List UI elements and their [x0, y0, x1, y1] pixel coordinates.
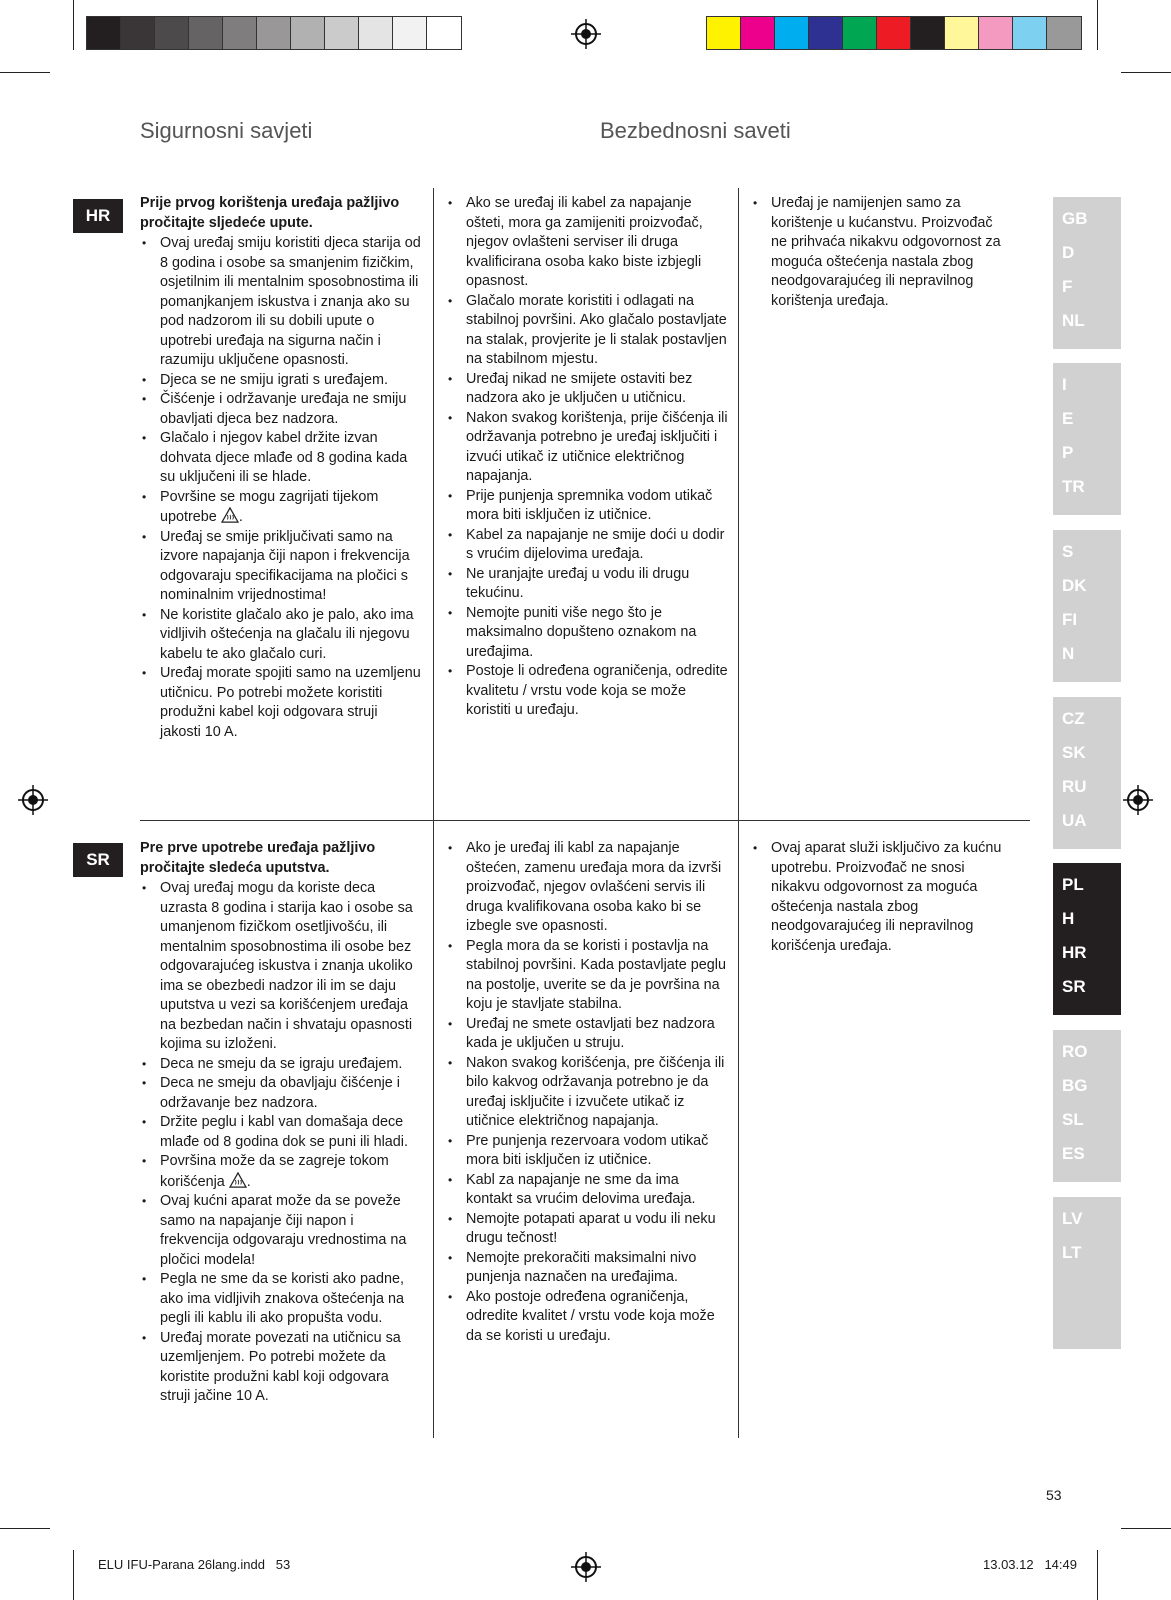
language-tab-fi[interactable]: FI — [1062, 610, 1078, 629]
list-item: • Uređaj ne smete ostavljati bez nadzora kada je uključen u struju. — [446, 1015, 728, 1054]
language-tab-group — [1053, 1197, 1121, 1349]
crop-mark — [1121, 1528, 1171, 1529]
gray-swatch — [257, 17, 291, 49]
hr-column-3 — [751, 194, 1011, 311]
language-tag-hr: HR — [73, 199, 123, 233]
list-item: • Pre punjenja rezervoara vodom utikač mora biti isključen iz utičnice. — [446, 1132, 728, 1171]
gray-swatch — [359, 17, 393, 49]
process-color-swatch — [911, 17, 945, 49]
list-item: • Ovaj uređaj mogu da koriste deca uzrasta 8 godina i starija kao i osobe sa umanjenom fizičkom osetljivošću, ili mentalnim sposobnostima ili osobe bez odgovarajućeg iskustva i znanja ukoliko ima se obezbedi nadzor ili im se daju uputstva u vezi sa korišćenjem uređaja na bezbedan način i shvataju opasnosti kojima su izloženi. — [140, 879, 422, 1055]
list-item: • Površine se mogu zagrijati tijekom upotrebe . — [140, 488, 422, 528]
sr-col1-list — [140, 879, 422, 1407]
list-item: • Ne koristite glačalo ako je palo, ako ima vidljivih oštećenja na glačalu ili njegovu kabelu te ako glačalo curi. — [140, 606, 422, 665]
hot-surface-warning-icon — [229, 1172, 247, 1188]
list-item: • Deca ne smeju da se igraju uređajem. — [140, 1055, 422, 1075]
crop-mark — [73, 1550, 74, 1600]
language-tab-n[interactable]: N — [1062, 644, 1075, 663]
column-divider — [433, 188, 434, 820]
process-color-swatch — [707, 17, 741, 49]
list-item: • Nakon svakog korišćenja, pre čišćenja ili bilo kakvog održavanja potrebno je da uređaj isključite i izvučete utikač iz utičnice električnog napajanja. — [446, 1054, 728, 1132]
list-item: • Pegla ne sme da se koristi ako padne, ako ima vidljivih znakova oštećenja na pegli ili kablu ili ako propušta vodu. — [140, 1270, 422, 1329]
language-tab-tr[interactable]: TR — [1062, 477, 1085, 496]
list-item: • Prije punjenja spremnika vodom utikač mora biti isključen iz utičnice. — [446, 487, 728, 526]
list-item: • Nakon svakog korištenja, prije čišćenja ili održavanja potrebno je uređaj isključiti i izvući utikač iz utičnice električnog napajanja. — [446, 409, 728, 487]
gray-swatch — [189, 17, 223, 49]
process-color-swatch — [809, 17, 843, 49]
process-color-swatch — [979, 17, 1013, 49]
language-tab-group — [1053, 197, 1121, 349]
list-item: • Pegla mora da se koristi i postavlja na stabilnoj površini. Kada postavljate peglu na postolje, uverite se da je površina na koju je stavljate stabilna. — [446, 937, 728, 1015]
process-color-swatch — [741, 17, 775, 49]
language-tab-d[interactable]: D — [1062, 243, 1075, 262]
process-color-swatch — [843, 17, 877, 49]
hr-col3-list — [751, 194, 1011, 311]
hot-surface-warning-icon — [221, 507, 239, 523]
gray-swatch — [223, 17, 257, 49]
crop-mark — [1097, 1550, 1098, 1600]
language-tab-sl[interactable]: SL — [1062, 1110, 1084, 1129]
sr-column-2 — [446, 839, 728, 1346]
language-tab-p[interactable]: P — [1062, 443, 1074, 462]
page-number: 53 — [1046, 1487, 1062, 1503]
list-item: • Kabel za napajanje ne smije doći u dodir s vrućim dijelovima uređaja. — [446, 526, 728, 565]
language-tab-i[interactable]: I — [1062, 375, 1067, 394]
crop-mark — [0, 72, 50, 73]
gray-swatch — [155, 17, 189, 49]
language-tab-group — [1053, 530, 1121, 682]
hr-col1-list — [140, 234, 422, 742]
process-color-bar — [706, 16, 1082, 50]
section-divider — [140, 820, 1030, 821]
hr-col2-list — [446, 194, 728, 721]
list-item: • Uređaj je namijenjen samo za korištenje u kućanstvu. Proizvođač ne prihvaća nikakvu odgovornost za moguća oštećenja nastala zbog neodgovarajućeg ili nepravilnog korištenja uređaja. — [751, 194, 1011, 311]
list-item: • Ako je uređaj ili kabl za napajanje oštećen, zamenu uređaja mora da izvrši proizvođač, njegov ovlašćeni servis ili druga kvalifikovana osoba kako bi se izbegle sve opasnosti. — [446, 839, 728, 937]
language-tab-h[interactable]: H — [1062, 909, 1075, 928]
list-item: • Ako postoje određena ograničenja, odredite kvalitet / vrstu vode koja može da se koristi u uređaju. — [446, 1288, 728, 1347]
language-tab-group — [1053, 363, 1121, 515]
language-tab-pl[interactable]: PL — [1062, 875, 1084, 894]
footer-datetime: 13.03.12 14:49 — [983, 1557, 1077, 1572]
page-heading-hr: Sigurnosni savjeti — [140, 118, 313, 143]
list-item: • Površina može da se zagreje tokom korišćenja . — [140, 1152, 422, 1192]
language-tab-hr[interactable]: HR — [1062, 943, 1087, 962]
list-item: • Nemojte puniti više nego što je maksimalno dopušteno oznakom na uređajima. — [446, 604, 728, 663]
footer-file-name: ELU IFU-Parana 26lang.indd 53 — [98, 1557, 291, 1572]
process-color-swatch — [775, 17, 809, 49]
sr-col3-list — [751, 839, 1016, 956]
process-color-swatch — [877, 17, 911, 49]
language-tab-group — [1053, 697, 1121, 849]
process-color-swatch — [1013, 17, 1047, 49]
language-tab-cz[interactable]: CZ — [1062, 709, 1085, 728]
list-item: • Djeca se ne smiju igrati s uređajem. — [140, 371, 422, 391]
hr-column-1 — [140, 194, 422, 742]
list-item: • Ovaj kućni aparat može da se poveže samo na napajanje čiji napon i frekvencija odgovaraju vrednostima na pločici modela! — [140, 1192, 422, 1270]
list-item: • Uređaj morate povezati na utičnicu sa uzemljenjem. Po potrebi možete da koristite produžni kabl koji odgovara struji jačine 10 A. — [140, 1329, 422, 1407]
list-item: • Čišćenje i održavanje uređaja ne smiju obavljati djeca bez nadzora. — [140, 390, 422, 429]
list-item: • Ovaj uređaj smiju koristiti djeca starija od 8 godina i osobe sa smanjenim fizičkim, osjetilnim ili mentalnim sposobnostima ili pomanjkanjem iskustva i znanja ako su pod nadzorom ili su dobili upute o upotrebi uređaja na sigurna način i razumiju uključene opasnosti. — [140, 234, 422, 371]
sr-col2-list — [446, 839, 728, 1346]
language-tab-lv[interactable]: LV — [1062, 1209, 1083, 1228]
list-item: • Nemojte potapati aparat u vodu ili neku drugu tečnost! — [446, 1210, 728, 1249]
crop-mark — [1121, 72, 1171, 73]
gray-swatch — [121, 17, 155, 49]
list-item: • Držite peglu i kabl van domašaja dece mlađe od 8 godina dok se puni ili hladi. — [140, 1113, 422, 1152]
list-item: • Nemojte prekoračiti maksimalni nivo punjenja naznačen na uređajima. — [446, 1249, 728, 1288]
list-item: • Ne uranjajte uređaj u vodu ili drugu tekućinu. — [446, 565, 728, 604]
language-tab-nl[interactable]: NL — [1062, 311, 1085, 330]
hr-column-2 — [446, 194, 728, 721]
gray-swatch — [325, 17, 359, 49]
language-tab-sk[interactable]: SK — [1062, 743, 1086, 762]
gray-swatch — [427, 17, 461, 49]
crop-mark — [73, 0, 74, 50]
language-tab-group — [1053, 863, 1121, 1015]
list-item: • Uređaj morate spojiti samo na uzemljenu utičnicu. Po potrebi možete koristiti produžni kabel koji odgovara struji jakosti 10 A. — [140, 664, 422, 742]
hr-intro: Prije prvog korištenja uređaja pažljivo pročitajte sljedeće upute. — [140, 195, 400, 231]
language-tab-lt[interactable]: LT — [1062, 1243, 1082, 1262]
crop-mark — [0, 1528, 50, 1529]
sr-column-3 — [751, 839, 1016, 956]
process-color-swatch — [1047, 17, 1081, 49]
gray-swatch — [291, 17, 325, 49]
column-divider — [738, 820, 739, 1438]
registration-mark-icon — [18, 785, 48, 815]
page-heading-sr: Bezbednosni saveti — [600, 118, 791, 143]
sr-intro: Pre prve upotrebe uređaja pažljivo pročitajte sledeća uputstva. — [140, 840, 376, 876]
language-tab-dk[interactable]: DK — [1062, 576, 1087, 595]
language-tab-bg[interactable]: BG — [1062, 1076, 1088, 1095]
list-item: • Deca ne smeju da obavljaju čišćenje i održavanje bez nadzora. — [140, 1074, 422, 1113]
language-tab-f[interactable]: F — [1062, 277, 1073, 296]
language-tab-e[interactable]: E — [1062, 409, 1074, 428]
column-divider — [433, 820, 434, 1438]
gray-swatch — [393, 17, 427, 49]
list-item: • Glačalo morate koristiti i odlagati na stabilnoj površini. Ako glačalo postavljate na stalak, provjerite je li stalak postavljen na stabilnom mjestu. — [446, 292, 728, 370]
registration-mark-icon — [571, 1552, 601, 1582]
language-tab-ua[interactable]: UA — [1062, 811, 1087, 830]
sr-column-1 — [140, 839, 422, 1407]
crop-mark — [1097, 0, 1098, 50]
language-tab-ro[interactable]: RO — [1062, 1042, 1088, 1061]
language-tab-gb[interactable]: GB — [1062, 209, 1088, 228]
list-item: • Uređaj se smije priključivati samo na izvore napajanja čiji napon i frekvencija odgovaraju specifikacijama na pločici s nominalnim vrijednostima! — [140, 528, 422, 606]
language-tab-ru[interactable]: RU — [1062, 777, 1087, 796]
list-item: • Uređaj nikad ne smijete ostaviti bez nadzora ako je uključen u utičnicu. — [446, 370, 728, 409]
language-tab-s[interactable]: S — [1062, 542, 1074, 561]
process-color-swatch — [945, 17, 979, 49]
registration-mark-icon — [1123, 785, 1153, 815]
list-item: • Ovaj aparat služi isključivo za kućnu upotrebu. Proizvođač ne snosi nikakvu odgovornost za moguća oštećenja nastala zbog neodgovarajućeg ili nepravilnog korišćenja uređaja. — [751, 839, 1016, 956]
language-tag-sr: SR — [73, 843, 123, 877]
list-item: • Kabl za napajanje ne sme da ima kontakt sa vrućim delovima uređaja. — [446, 1171, 728, 1210]
language-tab-group — [1053, 1030, 1121, 1182]
list-item: • Postoje li određena ograničenja, odredite kvalitetu / vrstu vode koja se može koristiti u uređaju. — [446, 662, 728, 721]
language-tab-sr[interactable]: SR — [1062, 977, 1086, 996]
gray-swatch — [87, 17, 121, 49]
list-item: • Ako se uređaj ili kabel za napajanje ošteti, mora ga zamijeniti proizvođač, njegov ovlašteni serviser ili druga kvalificirana osoba kako biste izbjegli opasnost. — [446, 194, 728, 292]
registration-mark-icon — [571, 19, 601, 49]
list-item: • Glačalo i njegov kabel držite izvan dohvata djece mlađe od 8 godina kada su uključeni ili se hlade. — [140, 429, 422, 488]
grayscale-color-bar — [86, 16, 462, 50]
column-divider — [738, 188, 739, 820]
language-tab-es[interactable]: ES — [1062, 1144, 1085, 1163]
